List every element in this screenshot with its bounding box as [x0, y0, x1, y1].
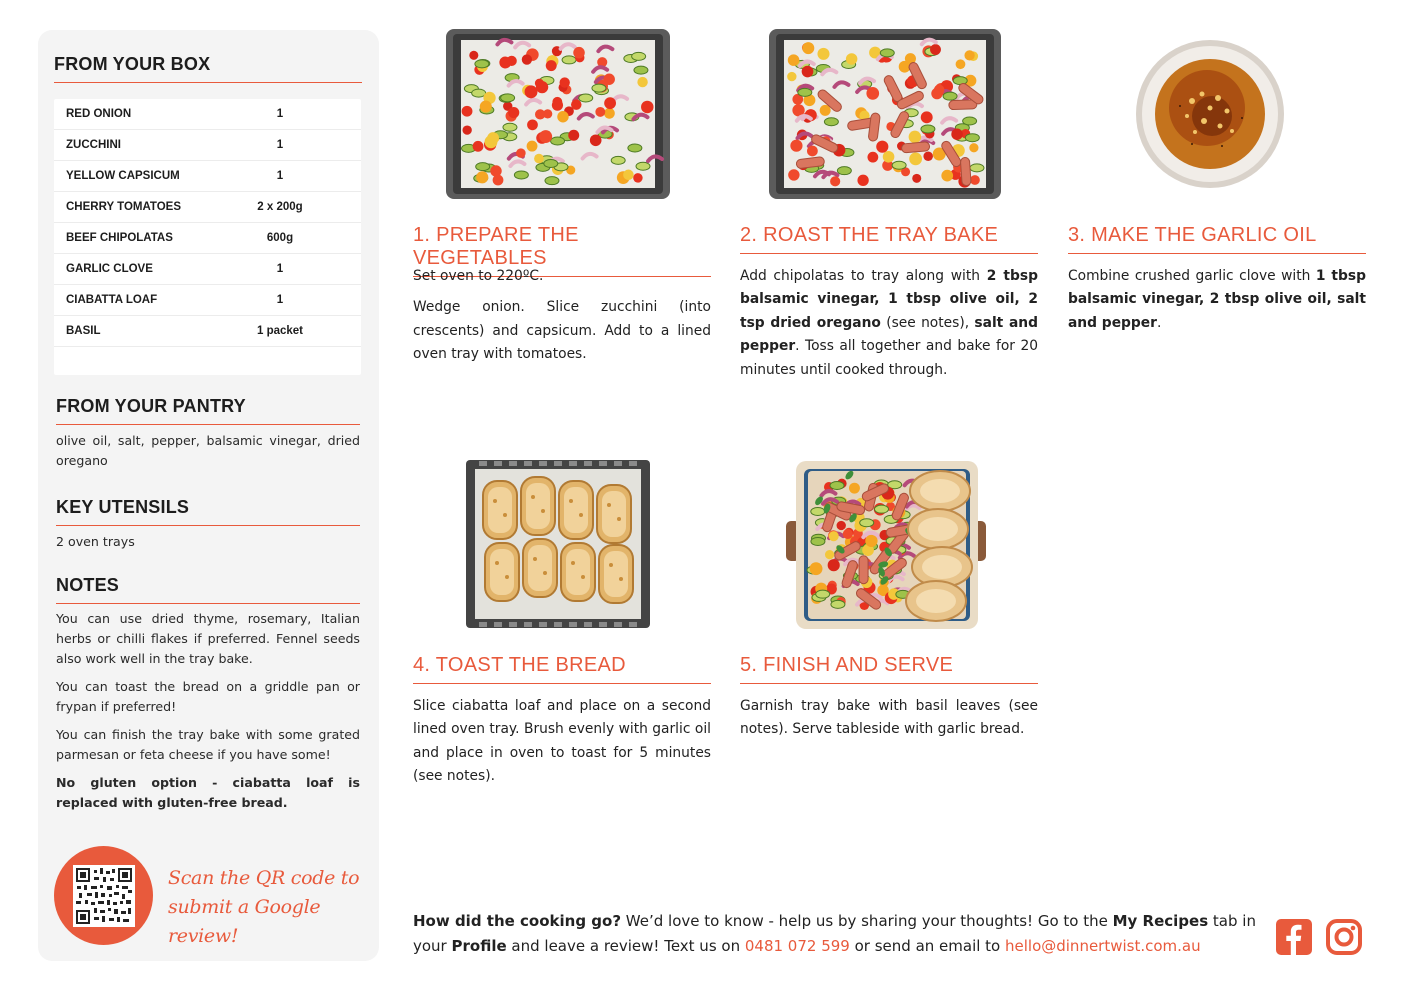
finished-tray-bake-image	[784, 459, 990, 631]
ingredient-qty: 1 packet	[256, 325, 304, 337]
footer-bold-text: Profile	[451, 937, 507, 955]
step-text: Garnish tray bake with basil leaves (see notes). Serve tableside with garlic bread.	[740, 698, 1038, 738]
ingredient-qty: 1	[276, 294, 284, 306]
step-4-body	[413, 695, 711, 797]
contact-link[interactable]: hello@dinnertwist.com.au	[1005, 937, 1201, 955]
ingredient-row	[54, 254, 361, 285]
ingredient-qty: 1	[276, 263, 284, 275]
ingredient-qty: 600g	[266, 232, 294, 244]
step-text: .	[1156, 314, 1162, 331]
tray-of-vegetables-image	[445, 28, 671, 200]
ingredient-qty: 1	[276, 139, 284, 151]
step-paragraph	[740, 265, 1038, 382]
step-1-title: 1. PREPARE THE VEGETABLES	[413, 224, 711, 277]
qr-text-line-1: Scan the QR code to	[168, 867, 360, 889]
footer-text: or send an email to	[849, 937, 1005, 955]
step-text: Combine crushed garlic clove with	[1068, 268, 1316, 284]
tray-of-toasted-bread-image	[465, 459, 651, 629]
step-1-body	[413, 265, 711, 375]
ingredient-name: CHERRY TOMATOES	[66, 201, 182, 213]
footer-text: tab in your	[413, 912, 1256, 955]
ingredients-table	[54, 99, 361, 375]
step-paragraph	[413, 296, 711, 366]
step-text: Wedge onion. Slice zucchini (into crescents) and capsicum. Add to a lined oven tray with tomatoes.	[413, 299, 711, 363]
ingredient-row	[54, 161, 361, 192]
from-your-pantry-heading: FROM YOUR PANTRY	[56, 396, 360, 425]
step-paragraph	[413, 695, 711, 789]
instagram-icon[interactable]	[1325, 918, 1363, 956]
ingredient-name: RED ONION	[66, 108, 132, 120]
qr-text-line-2: submit a Google review!	[168, 896, 321, 947]
ingredient-name: YELLOW CAPSICUM	[66, 170, 180, 182]
footer-bold-text: How did the cooking go?	[413, 912, 622, 930]
sidebar	[38, 30, 379, 961]
footer-text: We’d love to know - help us by sharing your thoughts! Go to the	[621, 912, 1113, 930]
step-paragraph	[1068, 265, 1366, 335]
gluten-free-note: No gluten option - ciabatta loaf is replaced with gluten-free bread.	[56, 775, 360, 810]
step-text: Set oven to 220ºC.	[413, 268, 544, 284]
ingredient-name: ZUCCHINI	[66, 139, 121, 151]
ingredient-qty: 1	[276, 108, 284, 120]
ingredient-row	[54, 99, 361, 130]
ingredient-name: BASIL	[66, 325, 101, 337]
qr-review-text	[168, 864, 368, 951]
key-utensils-heading: KEY UTENSILS	[56, 497, 360, 526]
step-2-body	[740, 265, 1038, 390]
step-paragraph	[413, 265, 711, 288]
bowl-of-garlic-oil-image	[1132, 36, 1288, 192]
step-3-title: 3. MAKE THE GARLIC OIL	[1068, 224, 1366, 254]
qr-code-icon[interactable]	[73, 865, 135, 927]
ingredient-row	[54, 130, 361, 161]
note-item: You can finish the tray bake with some grated parmesan or feta cheese if you have some!	[56, 727, 360, 762]
ingredient-row	[54, 223, 361, 254]
step-text: Add chipolatas to tray along with	[740, 268, 987, 284]
utensils-text: 2 oven trays	[56, 534, 135, 549]
step-bold-text: 1 tbsp balsamic vinegar, 2 tbsp olive oil, salt and pepper	[1068, 268, 1366, 331]
step-2-title: 2. ROAST THE TRAY BAKE	[740, 224, 1038, 254]
ingredient-name: GARLIC CLOVE	[66, 263, 153, 275]
step-4-title: 4. TOAST THE BREAD	[413, 654, 711, 684]
ingredient-name: CIABATTA LOAF	[66, 294, 158, 306]
notes-list	[56, 609, 360, 821]
step-5-title: 5. FINISH AND SERVE	[740, 654, 1038, 684]
pantry-text: olive oil, salt, pepper, balsamic vinegar, dried oregano	[56, 433, 360, 468]
facebook-icon[interactable]	[1275, 918, 1313, 956]
review-footer-text	[413, 909, 1263, 959]
ingredient-row	[54, 316, 361, 347]
step-text: Slice ciabatta loaf and place on a second lined oven tray. Brush evenly with garlic oil and place in oven to toast for 5 minutes (see notes).	[413, 698, 711, 785]
tray-with-chipolatas-image	[768, 28, 1002, 200]
step-bold-text: salt and pepper	[740, 314, 1038, 355]
note-item: You can toast the bread on a griddle pan or frypan if preferred!	[56, 679, 360, 714]
note-item: You can use dried thyme, rosemary, Italian herbs or chilli flakes if preferred. Fennel seeds also work well in the tray bake.	[56, 611, 360, 666]
step-3-body	[1068, 265, 1366, 343]
ingredient-qty: 2 x 200g	[257, 201, 303, 213]
qr-code-badge[interactable]	[54, 846, 153, 945]
notes-heading: NOTES	[56, 575, 360, 604]
ingredient-row	[54, 192, 361, 223]
ingredient-name: BEEF CHIPOLATAS	[66, 232, 173, 244]
step-text: . Toss all together and bake for 20 minutes until cooked through.	[740, 338, 1038, 378]
contact-link[interactable]: 0481 072 599	[744, 937, 850, 955]
footer-text: and leave a review! Text us on	[506, 937, 745, 955]
footer-bold-text: My Recipes	[1112, 912, 1209, 930]
from-your-box-heading: FROM YOUR BOX	[54, 54, 362, 83]
step-paragraph	[740, 695, 1038, 742]
step-5-body	[740, 695, 1038, 750]
ingredient-qty: 1	[276, 170, 284, 182]
step-text: (see notes),	[880, 314, 975, 331]
step-bold-text: 2 tbsp balsamic vinegar, 1 tbsp olive oil, 2 tsp dried oregano	[740, 268, 1038, 331]
ingredient-row	[54, 285, 361, 316]
